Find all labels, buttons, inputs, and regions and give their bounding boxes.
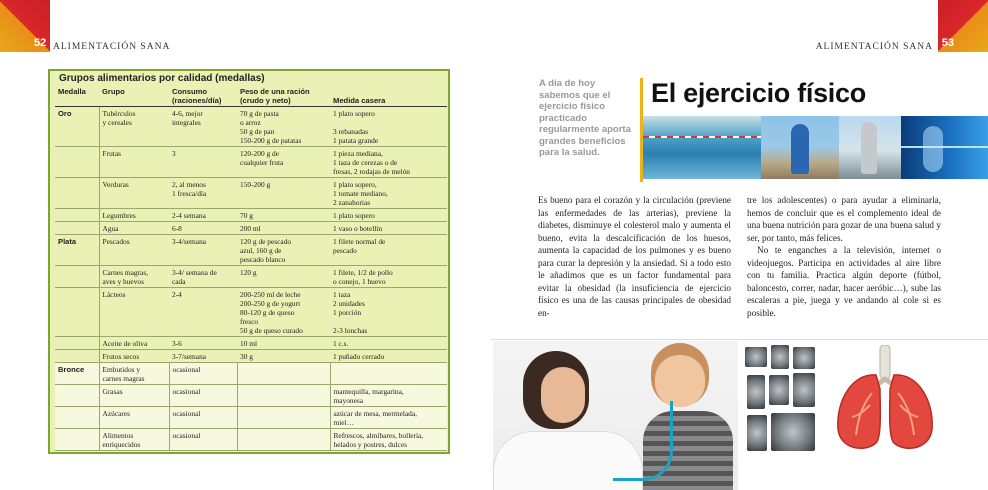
table-row <box>55 429 447 451</box>
medal-cell <box>55 266 99 288</box>
table-cell: Refrescos, almíbares, bollería, helados y postres, dulces <box>330 429 447 451</box>
table-cell: Agua <box>99 222 169 235</box>
table-cell: ocasional <box>169 363 237 385</box>
table-cell <box>237 363 330 385</box>
table-cell: 1 filete, 1/2 de pollo o conejo, 1 huevo <box>330 266 447 288</box>
table-cell: 1 vaso o botellín <box>330 222 447 235</box>
table-cell: Verduras <box>99 178 169 209</box>
medal-cell <box>55 209 99 222</box>
table-cell: 120 g de pescado azul, 160 g de pescado blanco <box>237 235 330 266</box>
table-row <box>55 266 447 288</box>
left-page-corner <box>0 0 50 52</box>
table-cell: Legumbres <box>99 209 169 222</box>
swimming-photo <box>643 116 761 179</box>
table-cell <box>237 429 330 451</box>
lungs-illustration <box>830 345 940 455</box>
table-cell: 200-250 ml de leche 200-250 g de yogurt 80-120 g de queso fresco 50 g de queso curado <box>237 288 330 337</box>
table-cell: 2-4 <box>169 288 237 337</box>
article-column-2 <box>747 194 941 319</box>
medal-cell: Plata <box>55 235 99 266</box>
table-cell: 120 g <box>237 266 330 288</box>
table-row <box>55 337 447 350</box>
medal-cell <box>55 147 99 178</box>
doctor-face <box>541 367 585 423</box>
table-cell: ocasional <box>169 429 237 451</box>
table-cell: 200 ml <box>237 222 330 235</box>
running-xray-photo <box>901 116 988 179</box>
right-page-corner <box>938 0 988 52</box>
table-cell: 30 g <box>237 350 330 363</box>
table-cell: 120-200 g de cualquier fruta <box>237 147 330 178</box>
table-cell: Pescados <box>99 235 169 266</box>
skating-kid-photo <box>761 116 839 179</box>
table-body <box>55 107 447 451</box>
divider <box>490 339 988 340</box>
table-row <box>55 209 447 222</box>
table-row <box>55 178 447 209</box>
table-cell: 3 <box>169 147 237 178</box>
table-cell <box>237 407 330 429</box>
table-cell: Tubérculos y cereales <box>99 107 169 147</box>
table-row <box>55 363 447 385</box>
table-cell: Carnes magras, aves y huevos <box>99 266 169 288</box>
table-row <box>55 288 447 337</box>
xray-images <box>743 345 817 455</box>
table-row <box>55 385 447 407</box>
header-grupo: Grupo <box>99 86 169 107</box>
medal-cell: Bronce <box>55 363 99 385</box>
page-number-right: 53 <box>941 37 954 49</box>
medal-cell <box>55 407 99 429</box>
table-cell: Frutos secos <box>99 350 169 363</box>
running-head-right: ALIMENTACIÓN SANA <box>815 42 933 52</box>
table-cell: 70 g de pasta o arroz 50 g de pan 150-200 g de patatas <box>237 107 330 147</box>
table-cell: 3-4/ semana de cada <box>169 266 237 288</box>
table-cell: 1 c.s. <box>330 337 447 350</box>
header-medida: Medida casera <box>330 86 447 107</box>
table-cell: 1 puñado cerrado <box>330 350 447 363</box>
medal-cell <box>55 337 99 350</box>
table-cell: 2-4 semana <box>169 209 237 222</box>
table-cell: 1 plato sopero <box>330 209 447 222</box>
table-cell: 3-7/semana <box>169 350 237 363</box>
table-cell: Azúcares <box>99 407 169 429</box>
table-cell: 1 plato sopero 3 rebanadas 1 patata grande <box>330 107 447 147</box>
header-medalla: Medalla <box>55 86 99 107</box>
medal-cell: Oro <box>55 107 99 147</box>
article-paragraph: tre los adolescentes) o para ayudar a eliminarla, hemos de concluir que es el complemento ideal de una buena nutrición para gozar de una buena salud y ser, por tanto, más felices. <box>747 195 941 243</box>
medal-cell <box>55 429 99 451</box>
table-row <box>55 222 447 235</box>
child-face <box>655 355 705 407</box>
table-cell: 150-200 g <box>237 178 330 209</box>
table-row <box>55 235 447 266</box>
medal-cell <box>55 385 99 407</box>
table-title: Grupos alimentarios por calidad (medallas) <box>59 73 265 84</box>
article-lead: A día de hoy sabemos que el ejercicio físico practicado regularmente aporta grandes beneficios para la salud. <box>539 78 631 158</box>
table-cell: 4-6, mejor integrales <box>169 107 237 147</box>
table-cell: mantequilla, margarina, mayonesa <box>330 385 447 407</box>
table-cell: 3-4/semana <box>169 235 237 266</box>
doctor-child-photo <box>493 341 738 490</box>
table-cell: Frutas <box>99 147 169 178</box>
table-cell: Grasas <box>99 385 169 407</box>
table-row <box>55 107 447 147</box>
table-cell: 70 g <box>237 209 330 222</box>
table-cell: azúcar de mesa, mermelada, miel… <box>330 407 447 429</box>
table-cell: Aceite de oliva <box>99 337 169 350</box>
sports-photo-strip <box>643 116 988 179</box>
article-title: El ejercicio físico <box>651 78 866 108</box>
table-row <box>55 407 447 429</box>
medal-cell <box>55 178 99 209</box>
table-cell: Lácteos <box>99 288 169 337</box>
table-cell: 1 pieza mediana, 1 taza de cerezas o de fresas, 2 rodajas de melón <box>330 147 447 178</box>
table-row <box>55 147 447 178</box>
table-cell: 1 taza 2 unidades 1 porción 2-3 lonchas <box>330 288 447 337</box>
page-number-left: 52 <box>34 37 47 49</box>
table-cell: 6-8 <box>169 222 237 235</box>
table-cell: 1 plato sopero, 1 tomate mediano, 2 zanahorias <box>330 178 447 209</box>
skating-kid-photo-2 <box>839 116 901 179</box>
table-cell: 1 filete normal de pescado <box>330 235 447 266</box>
food-groups-table <box>55 86 447 451</box>
table-cell <box>330 363 447 385</box>
medal-cell <box>55 350 99 363</box>
table-cell <box>237 385 330 407</box>
medal-cell <box>55 222 99 235</box>
table-cell: Alimentos enriquecidos <box>99 429 169 451</box>
running-head-left: ALIMENTACIÓN SANA <box>53 42 171 52</box>
food-groups-table-box <box>48 69 450 454</box>
table-header-row <box>55 86 447 107</box>
table-cell: 3-6 <box>169 337 237 350</box>
table-cell: ocasional <box>169 385 237 407</box>
table-cell: 10 ml <box>237 337 330 350</box>
article-paragraph: Es bueno para el corazón y la circulación (previene las enfermedades de las arterias), previene la diabetes, disminuye el colesterol malo y aumenta el bueno, evita la descalcificación de los huesos, aumenta la capacidad de los pulmones y es bueno para curar la depresión y la ansiedad. Si a todo esto le añadimos que es un factor fundamental para evitar la obesidad (la insuficiencia de ejercicio físico es una de las causas principales de obesidad en- <box>538 195 731 318</box>
header-peso: Peso de una ración (crudo y neto) <box>237 86 330 107</box>
stethoscope <box>613 401 673 481</box>
table-cell: Embutidos y carnes magras <box>99 363 169 385</box>
table-row <box>55 350 447 363</box>
table-cell: ocasional <box>169 407 237 429</box>
header-consumo: Consumo (raciones/día) <box>169 86 237 107</box>
medal-cell <box>55 288 99 337</box>
article-paragraph: No te enganches a la televisión, internet o videojuegos. Participa en actividades al aire libre con tu familia. Practica algún deporte (fútbol, baloncesto, correr, nadar, hacer aeróbic…), sube las escaleras a pie, juega y ve andando al cole si es posible. <box>747 245 941 318</box>
article-column-1 <box>538 194 731 319</box>
table-cell: 2, al menos 1 fresca/día <box>169 178 237 209</box>
